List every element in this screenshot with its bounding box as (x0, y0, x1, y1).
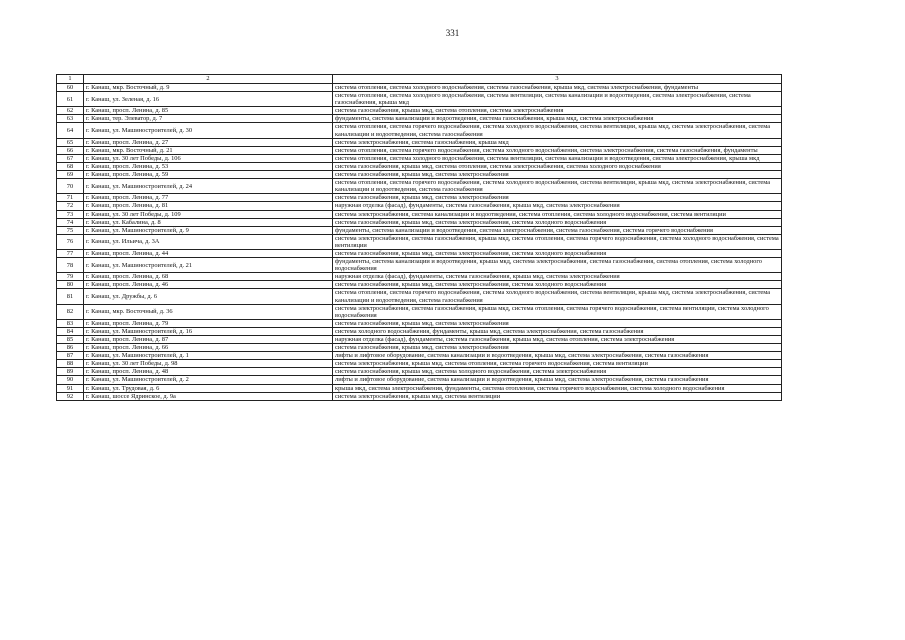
row-number: 87 (57, 352, 84, 360)
row-address: г. Канаш, просп. Ленина, д. 85 (84, 107, 333, 115)
row-address: г. Канаш, ул. 30 лет Победы, д. 98 (84, 360, 333, 368)
row-works: система холодного водоснабжения, фундаменты, крыша мкд, система электроснабжения, система газоснабжения (333, 327, 782, 335)
row-works: крыша мкд, система электроснабжения, фундаменты, система отопления, система горячего водоснабжения, система холодного водоснабжения (333, 384, 782, 392)
row-number: 62 (57, 107, 84, 115)
row-number: 65 (57, 138, 84, 146)
table-row (57, 368, 782, 376)
row-address: г. Канаш, мкр. Восточный, д. 36 (84, 304, 333, 319)
row-number: 66 (57, 146, 84, 154)
row-number: 73 (57, 210, 84, 218)
table-row (57, 162, 782, 170)
row-works: система электроснабжения, крыша мкд, система вентиляции (333, 392, 782, 400)
row-address: г. Канаш, ул. Зеленая, д. 16 (84, 92, 333, 107)
row-number: 61 (57, 92, 84, 107)
row-number: 79 (57, 273, 84, 281)
table-row (57, 384, 782, 392)
row-address: г. Канаш, просп. Ленина, д. 87 (84, 336, 333, 344)
row-number: 60 (57, 84, 84, 92)
table-row (57, 344, 782, 352)
table-row (57, 352, 782, 360)
row-number: 67 (57, 154, 84, 162)
row-works: наружная отделка (фасад), фундаменты, система газоснабжения, крыша мкд, система электроснабжения (333, 273, 782, 281)
row-works: система газоснабжения, крыша мкд, система холодного водоснабжения, система электроснабжения (333, 368, 782, 376)
table-row (57, 234, 782, 249)
row-number: 86 (57, 344, 84, 352)
row-number: 71 (57, 194, 84, 202)
table-row (57, 392, 782, 400)
row-address: г. Канаш, ул. Машиностроителей, д. 2 (84, 376, 333, 384)
row-works: лифты и лифтовое оборудование, система канализации и водоотведения, крыша мкд, система электроснабжения, система газоснабжения (333, 352, 782, 360)
row-number: 75 (57, 226, 84, 234)
row-number: 84 (57, 327, 84, 335)
row-address: г. Канаш, просп. Ленина, д. 44 (84, 249, 333, 257)
row-number: 63 (57, 115, 84, 123)
row-works: система отопления, система горячего водоснабжения, система холодного водоснабжения, система вентиляции, крыша мкд, система электроснабжения, система канализации и водоотведения, система газоснабжения (333, 123, 782, 138)
row-number: 90 (57, 376, 84, 384)
row-number: 74 (57, 218, 84, 226)
row-works: система газоснабжения, крыша мкд, система электроснабжения, система холодного водоснабжения (333, 218, 782, 226)
row-address: г. Канаш, просп. Ленина, д. 68 (84, 273, 333, 281)
row-address: г. Канаш, просп. Ленина, д. 81 (84, 202, 333, 210)
row-works: система электроснабжения, система газоснабжения, крыша мкд, система отопления, система горячего водоснабжения, система вентиляции, система холодного водоснабжения (333, 304, 782, 319)
row-number: 72 (57, 202, 84, 210)
table-row (57, 194, 782, 202)
row-works: фундаменты, система канализации и водоотведения, система газоснабжения, крыша мкд, система электроснабжения (333, 115, 782, 123)
row-works: система газоснабжения, крыша мкд, система электроснабжения (333, 194, 782, 202)
row-address: г. Канаш, ул. Машиностроителей, д. 1 (84, 352, 333, 360)
row-works: система отопления, система горячего водоснабжения, система холодного водоснабжения, система электроснабжения, система газоснабжения, фундаменты (333, 146, 782, 154)
row-address: г. Канаш, просп. Ленина, д. 48 (84, 368, 333, 376)
row-works: система электроснабжения, система газоснабжения, крыша мкд, система отопления, система горячего водоснабжения, система холодного водоснабжения, система вентиляции (333, 234, 782, 249)
row-address: г. Канаш, мкр. Восточный, д. 9 (84, 84, 333, 92)
header-col-works: 3 (333, 75, 782, 84)
header-col-number: 1 (57, 75, 84, 84)
row-address: г. Канаш, ул. 30 лет Победы, д. 109 (84, 210, 333, 218)
row-address: г. Канаш, ул. Трудовая, д. 6 (84, 384, 333, 392)
row-address: г. Канаш, просп. Ленина, д. 59 (84, 171, 333, 179)
table-row (57, 360, 782, 368)
row-number: 69 (57, 171, 84, 179)
row-number: 64 (57, 123, 84, 138)
table-row (57, 327, 782, 335)
row-address: г. Канаш, ул. Машиностроителей, д. 9 (84, 226, 333, 234)
row-works: система отопления, система горячего водоснабжения, система холодного водоснабжения, система вентиляции, крыша мкд, система электроснабжения, система канализации и водоотведения, система газоснабжения (333, 289, 782, 304)
row-address: г. Канаш, шоссе Ядринское, д. 9а (84, 392, 333, 400)
row-works: система газоснабжения, крыша мкд, система электроснабжения (333, 344, 782, 352)
row-address: г. Канаш, просп. Ленина, д. 53 (84, 162, 333, 170)
table-row (57, 289, 782, 304)
row-address: г. Канаш, просп. Ленина, д. 66 (84, 344, 333, 352)
row-number: 78 (57, 258, 84, 273)
table-row (57, 304, 782, 319)
row-works: система отопления, система холодного водоснабжения, система вентиляции, система канализации и водоотведения, система электроснабжения, система газоснабжения, крыша мкд (333, 92, 782, 107)
row-address: г. Канаш, мкр. Восточный, д. 21 (84, 146, 333, 154)
row-address: г. Канаш, просп. Ленина, д. 77 (84, 194, 333, 202)
row-works: наружная отделка (фасад), фундаменты, система газоснабжения, крыша мкд, система электроснабжения (333, 202, 782, 210)
table-row (57, 319, 782, 327)
row-address: г. Канаш, просп. Ленина, д. 79 (84, 319, 333, 327)
row-works: система газоснабжения, крыша мкд, система электроснабжения (333, 171, 782, 179)
table-row (57, 154, 782, 162)
table-row (57, 138, 782, 146)
row-address: г. Канаш, ул. 30 лет Победы, д. 106 (84, 154, 333, 162)
row-works: система электроснабжения, крыша мкд, система отопления, система горячего водоснабжения, система вентиляции (333, 360, 782, 368)
table-row (57, 115, 782, 123)
table-row (57, 171, 782, 179)
row-address: г. Канаш, тер. Элеватор, д. 7 (84, 115, 333, 123)
row-works: система газоснабжения, крыша мкд, система электроснабжения, система холодного водоснабжения (333, 281, 782, 289)
table-row (57, 179, 782, 194)
row-number: 88 (57, 360, 84, 368)
page-number: 331 (445, 28, 460, 38)
row-number: 81 (57, 289, 84, 304)
header-col-address: 2 (84, 75, 333, 84)
row-works: наружная отделка (фасад), фундаменты, система газоснабжения, крыша мкд, система отопления, система электроснабжения (333, 336, 782, 344)
row-number: 92 (57, 392, 84, 400)
table-row (57, 146, 782, 154)
row-works: система газоснабжения, крыша мкд, система отопления, система электроснабжения, система холодного водоснабжения (333, 162, 782, 170)
table-row (57, 336, 782, 344)
table-row (57, 273, 782, 281)
row-number: 85 (57, 336, 84, 344)
table-row (57, 376, 782, 384)
row-address: г. Канаш, ул. Машиностроителей, д. 21 (84, 258, 333, 273)
table-row (57, 84, 782, 92)
table-row (57, 210, 782, 218)
row-works: фундаменты, система канализации и водоотведения, система электроснабжения, система газоснабжения, система горячего водоснабжения (333, 226, 782, 234)
row-works: фундаменты, система канализации и водоотведения, крыша мкд, система электроснабжения, система газоснабжения, система отопления, система холодного водоснабжения (333, 258, 782, 273)
row-number: 91 (57, 384, 84, 392)
table-row (57, 218, 782, 226)
row-address: г. Канаш, просп. Ленина, д. 46 (84, 281, 333, 289)
row-number: 70 (57, 179, 84, 194)
row-number: 83 (57, 319, 84, 327)
row-number: 68 (57, 162, 84, 170)
table-row (57, 226, 782, 234)
row-number: 89 (57, 368, 84, 376)
row-number: 80 (57, 281, 84, 289)
table-header-row (57, 75, 782, 84)
table-row (57, 202, 782, 210)
row-works: лифты и лифтовое оборудование, система канализации и водоотведения, крыша мкд, система электроснабжения, система газоснабжения (333, 376, 782, 384)
row-works: система отопления, система холодного водоснабжения, система газоснабжения, крыша мкд, система электроснабжения, фундаменты (333, 84, 782, 92)
row-works: система отопления, система холодного водоснабжения, система вентиляции, система канализации и водоотведения, система электроснабжения, крыша мкд (333, 154, 782, 162)
table-row (57, 92, 782, 107)
row-works: система газоснабжения, крыша мкд, система электроснабжения (333, 319, 782, 327)
table-row (57, 123, 782, 138)
row-works: система газоснабжения, крыша мкд, система отопления, система электроснабжения (333, 107, 782, 115)
table-body (57, 75, 782, 401)
table-row (57, 249, 782, 257)
row-number: 82 (57, 304, 84, 319)
row-works: система электроснабжения, система канализации и водоотведения, система отопления, система холодного водоснабжения, система вентиляции (333, 210, 782, 218)
table-row (57, 107, 782, 115)
row-address: г. Канаш, ул. Ильича, д. 3А (84, 234, 333, 249)
works-table (56, 74, 782, 401)
row-works: система отопления, система горячего водоснабжения, система холодного водоснабжения, система вентиляции, крыша мкд, система электроснабжения, система канализации и водоотведения, система газоснабжения (333, 179, 782, 194)
row-works: система электроснабжения, система газоснабжения, крыша мкд (333, 138, 782, 146)
row-address: г. Канаш, ул. Машиностроителей, д. 30 (84, 123, 333, 138)
table-row (57, 258, 782, 273)
row-address: г. Канаш, ул. Дружбы, д. 6 (84, 289, 333, 304)
row-number: 77 (57, 249, 84, 257)
row-address: г. Канаш, ул. Кабалина, д. 8 (84, 218, 333, 226)
table-row (57, 281, 782, 289)
row-address: г. Канаш, ул. Машиностроителей, д. 16 (84, 327, 333, 335)
row-number: 76 (57, 234, 84, 249)
row-address: г. Канаш, ул. Машиностроителей, д. 24 (84, 179, 333, 194)
row-address: г. Канаш, просп. Ленина, д. 27 (84, 138, 333, 146)
row-works: система газоснабжения, крыша мкд, система электроснабжения, система холодного водоснабжения (333, 249, 782, 257)
